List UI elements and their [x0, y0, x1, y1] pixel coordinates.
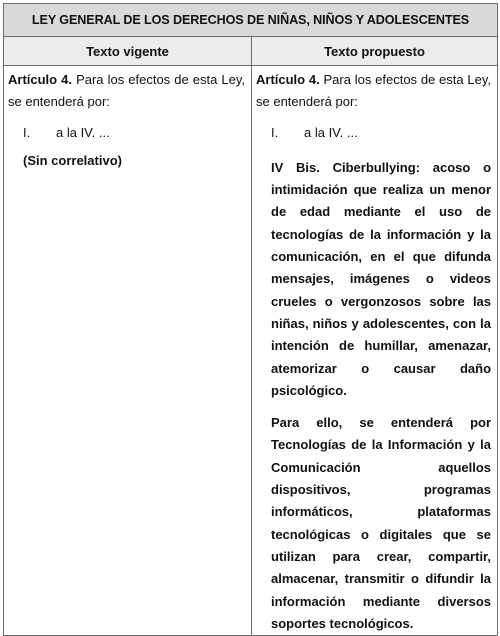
proposed-fraction-text: a la IV. ...: [304, 124, 358, 140]
current-article-text: Para los efectos de esta Ley, se entenderá por:: [8, 72, 245, 110]
law-title: LEY GENERAL DE LOS DERECHOS DE NIÑAS, NIÑOS Y ADOLESCENTES: [4, 4, 498, 37]
current-article-intro: [8, 69, 245, 114]
ict-definition: Para ello, se entenderá por Tecnologías de la Información y la Comunicación aquellos dispositivos, programas informáticos, plataformas tecnológicas o digitales que se utilizan para crear, compartir, almacenar, transmitir o difundir la información mediante diversos soportes tecnológicos.: [271, 415, 492, 631]
proposed-fraction-roman: I.: [271, 124, 279, 140]
current-text-cell: [4, 66, 252, 636]
current-fraction-text: a la IV. ...: [56, 124, 110, 140]
no-correlative-note: (Sin correlativo): [23, 152, 122, 168]
proposed-article-label: Artículo 4.: [256, 72, 320, 87]
current-article-label: Artículo 4.: [8, 72, 73, 87]
column-header-proposed-text: Texto propuesto: [252, 37, 498, 66]
current-fraction-roman: I.: [23, 124, 31, 140]
comparison-table: [3, 3, 498, 636]
column-header-current-text: Texto vigente: [4, 37, 252, 66]
proposed-article-intro: [256, 69, 491, 114]
proposed-fractions: [271, 122, 491, 144]
proposed-text-cell: [252, 66, 498, 636]
proposed-article-text: Para los efectos de esta Ley, se entenderá por:: [256, 72, 491, 110]
cyberbullying-definition: IV Bis. Ciberbullying: acoso o intimidación que realiza un menor de edad mediante el uso de tecnologías de la información y la comunicación, en el que difunda mensajes, imágenes o videos crueles o vergonzosos sobre las niñas, niños y adolescentes, con la intención de humillar, amenazar, atemorizar o causar daño psicológico.: [271, 159, 492, 398]
current-fractions: [23, 122, 245, 144]
